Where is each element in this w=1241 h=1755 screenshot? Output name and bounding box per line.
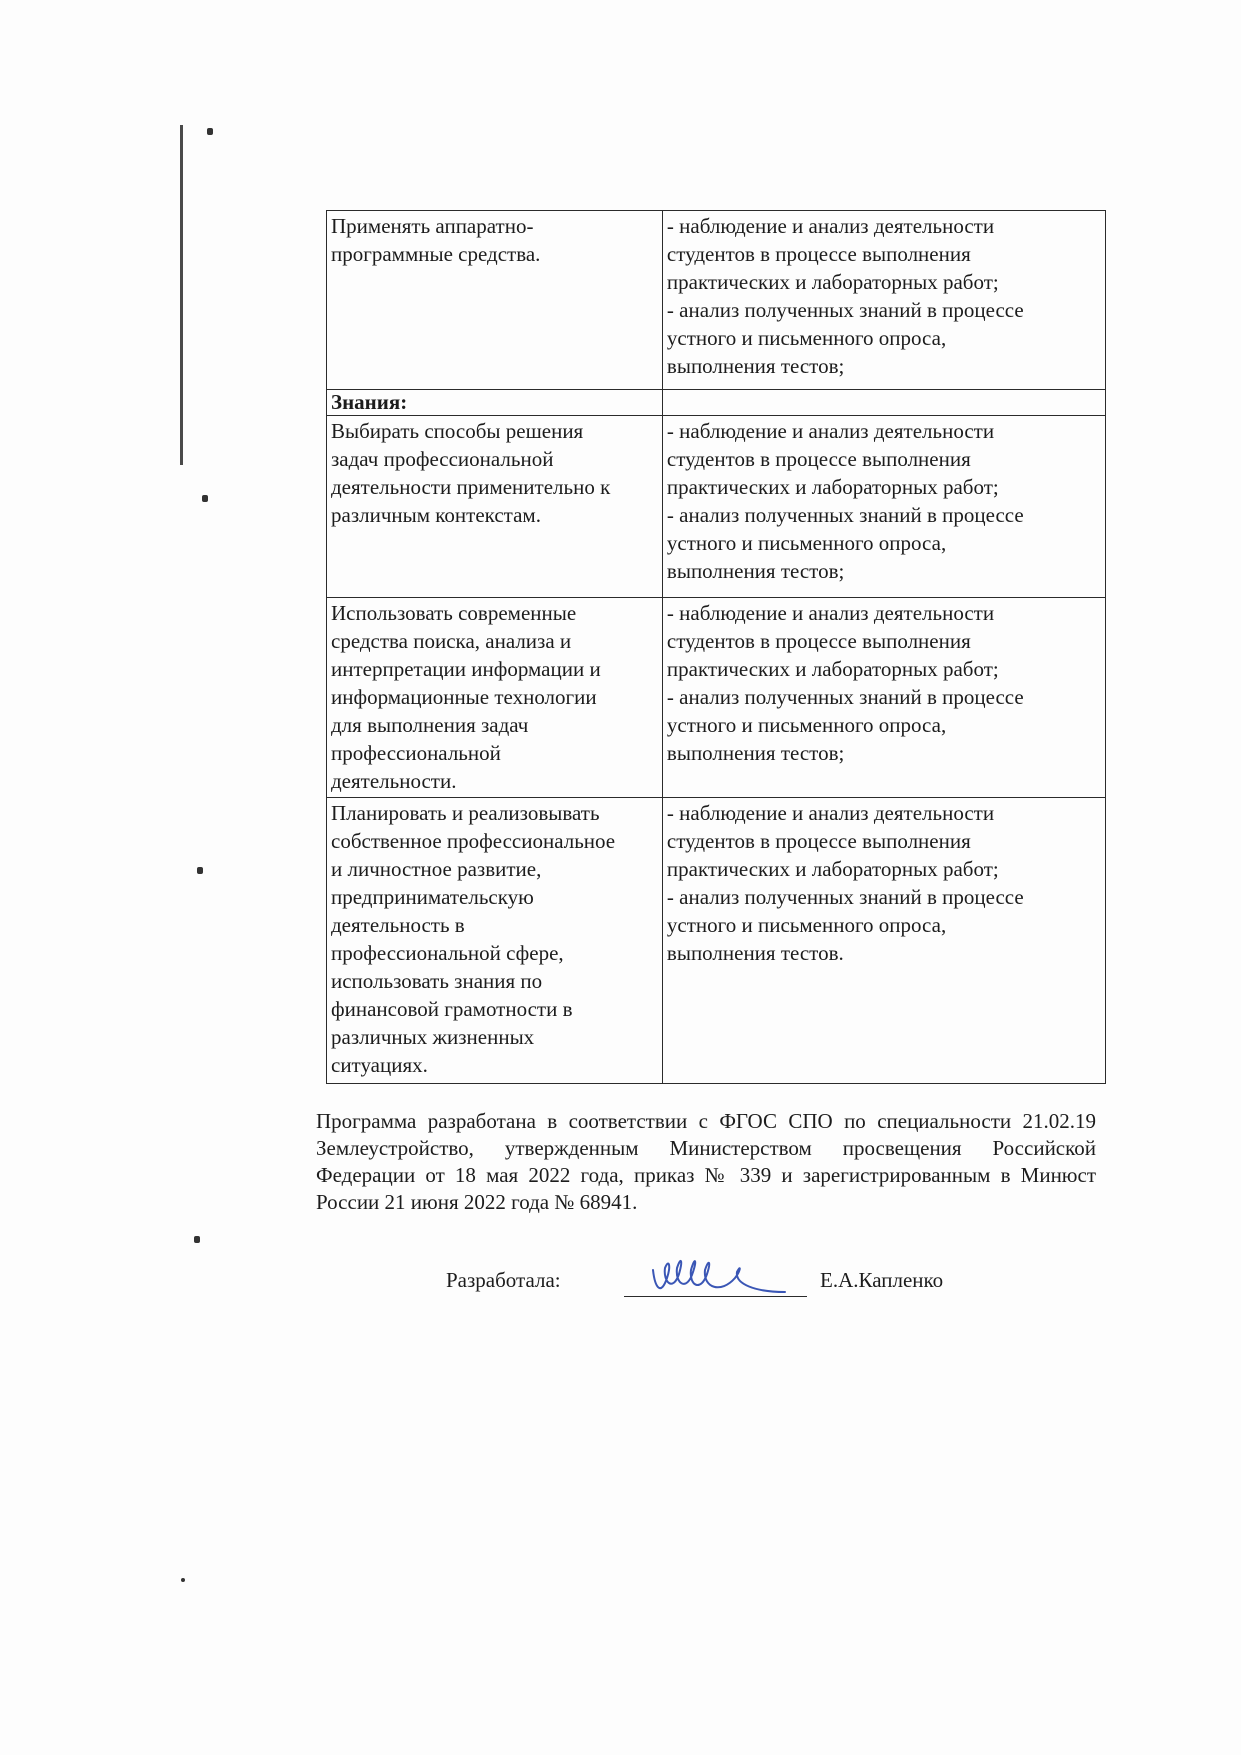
scan-dot bbox=[202, 495, 208, 502]
section-heading: Знания: bbox=[327, 390, 663, 416]
skill-cell: Применять аппаратно- программные средства. bbox=[327, 211, 663, 390]
assessment-cell: - наблюдение и анализ деятельности студентов в процессе выполнения практических и лабораторных работ; - анализ полученных знаний в процессе устного и письменного опроса, выполнения тестов; bbox=[662, 416, 1105, 598]
scan-dot bbox=[181, 1578, 185, 1582]
scan-dot bbox=[207, 128, 213, 135]
skill-cell: Выбирать способы решения задач профессиональной деятельности применительно к различным контекстам. bbox=[327, 416, 663, 598]
skill-cell: Планировать и реализовывать собственное профессиональное и личностное развитие, предпринимательскую деятельность в профессиональной сфере, использовать знания по финансовой грамотности в различных жизненных ситуациях. bbox=[327, 798, 663, 1084]
signature-label: Разработала: bbox=[446, 1268, 561, 1292]
table-row bbox=[327, 798, 1106, 1084]
assessment-cell: - наблюдение и анализ деятельности студентов в процессе выполнения практических и лабораторных работ; - анализ полученных знаний в процессе устного и письменного опроса, выполнения тестов. bbox=[662, 798, 1105, 1084]
section-heading-row bbox=[327, 390, 1106, 416]
table-row bbox=[327, 416, 1106, 598]
handwritten-signature bbox=[645, 1248, 795, 1308]
scan-edge-artifact bbox=[180, 125, 183, 465]
program-note: Программа разработана в соответствии с ФГОС СПО по специальности 21.02.19 Землеустройство, утвержденным Министерством просвещения Российской Федерации от 18 мая 2022 года, приказ № 339 и зарегистрированным в Минюст России 21 июня 2022 года № 68941. bbox=[316, 1109, 1096, 1214]
signature-block bbox=[440, 1258, 1000, 1318]
signatory-name: Е.А.Капленко bbox=[820, 1268, 944, 1292]
assessment-table bbox=[326, 210, 1106, 1084]
scan-dot bbox=[197, 867, 203, 874]
table-row bbox=[327, 598, 1106, 798]
scan-dot bbox=[194, 1236, 200, 1243]
skill-cell: Использовать современные средства поиска, анализа и интерпретации информации и информационные технологии для выполнения задач профессиональной деятельности. bbox=[327, 598, 663, 798]
empty-cell bbox=[662, 390, 1105, 416]
assessment-cell: - наблюдение и анализ деятельности студентов в процессе выполнения практических и лабораторных работ; - анализ полученных знаний в процессе устного и письменного опроса, выполнения тестов; bbox=[662, 211, 1105, 390]
assessment-cell: - наблюдение и анализ деятельности студентов в процессе выполнения практических и лабораторных работ; - анализ полученных знаний в процессе устного и письменного опроса, выполнения тестов; bbox=[662, 598, 1105, 798]
table-row bbox=[327, 211, 1106, 390]
